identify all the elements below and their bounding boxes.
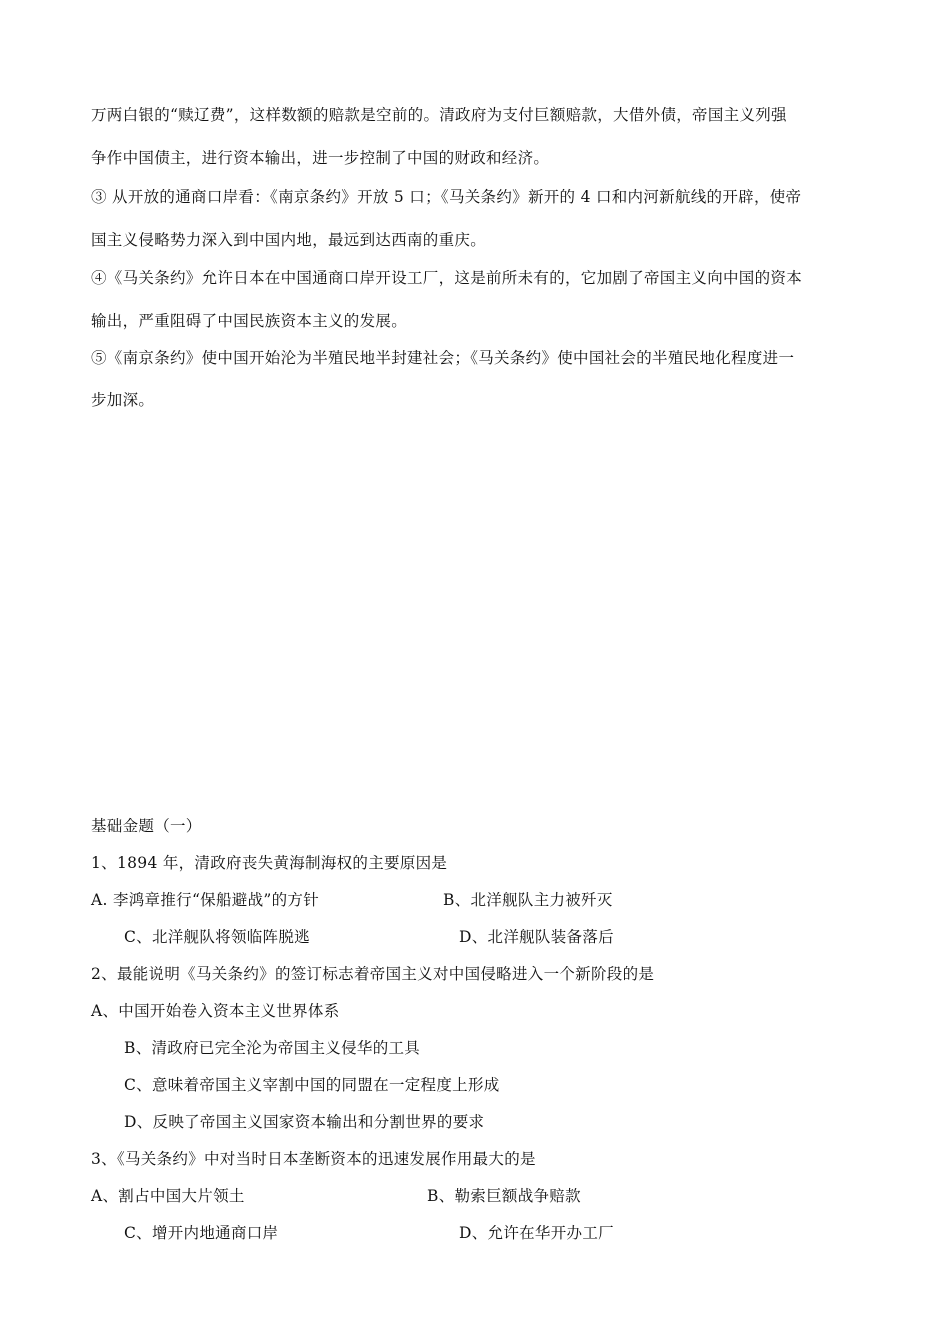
q3-option-b: B、勒索巨额战争赔款: [427, 1187, 581, 1205]
analysis-p4-line2: 步加深。: [91, 391, 155, 409]
q2-option-d: D、反映了帝国主义国家资本输出和分割世界的要求: [124, 1113, 485, 1131]
q2-option-b: B、清政府已完全沦为帝国主义侵华的工具: [124, 1039, 421, 1057]
q2-option-c: C、意味着帝国主义宰割中国的同盟在一定程度上形成: [124, 1076, 500, 1094]
q2-stem: 2、最能说明《马关条约》的签订标志着帝国主义对中国侵略进入一个新阶段的是: [91, 965, 655, 983]
analysis-p3-line2: 输出，严重阻碍了中国民族资本主义的发展。: [91, 312, 408, 330]
q1-option-a: A. 李鸿章推行“保船避战”的方针: [91, 891, 319, 909]
q3-stem: 3、《马关条约》中对当时日本垄断资本的迅速发展作用最大的是: [91, 1150, 536, 1168]
analysis-p4-line1: ⑤《南京条约》使中国开始沦为半殖民地半封建社会；《马关条约》使中国社会的半殖民地化程度进一: [91, 349, 795, 367]
q1-option-b: B、北洋舰队主力被歼灭: [443, 891, 613, 909]
analysis-p2-line2: 国主义侵略势力深入到中国内地，最远到达西南的重庆。: [91, 231, 487, 249]
q1-option-d: D、北洋舰队装备落后: [459, 928, 614, 946]
analysis-p2-line1: ③ 从开放的通商口岸看：《南京条约》开放 5 口；《马关条约》新开的 4 口和内河新航线的开辟，使帝: [91, 188, 802, 206]
q3-option-c: C、增开内地通商口岸: [124, 1224, 279, 1242]
analysis-p3-line1: ④《马关条约》允许日本在中国通商口岸开设工厂，这是前所未有的，它加剧了帝国主义向中国的资本: [91, 269, 803, 287]
q1-stem: 1、1894 年，清政府丧失黄海制海权的主要原因是: [91, 854, 448, 872]
q3-option-d: D、允许在华开办工厂: [459, 1224, 614, 1242]
q2-option-a: A、中国开始卷入资本主义世界体系: [91, 1002, 340, 1020]
quiz-title: 基础金题（一）: [91, 817, 202, 835]
q1-option-c: C、北洋舰队将领临阵脱逃: [124, 928, 310, 946]
q3-option-a: A、割占中国大片领土: [91, 1187, 245, 1205]
analysis-p1-line1: 万两白银的“赎辽费”，这样数额的赔款是空前的。清政府为支付巨额赔款，大借外债，帝国主义列强: [91, 106, 787, 124]
analysis-p1-line2: 争作中国债主，进行资本输出，进一步控制了中国的财政和经济。: [91, 149, 550, 167]
